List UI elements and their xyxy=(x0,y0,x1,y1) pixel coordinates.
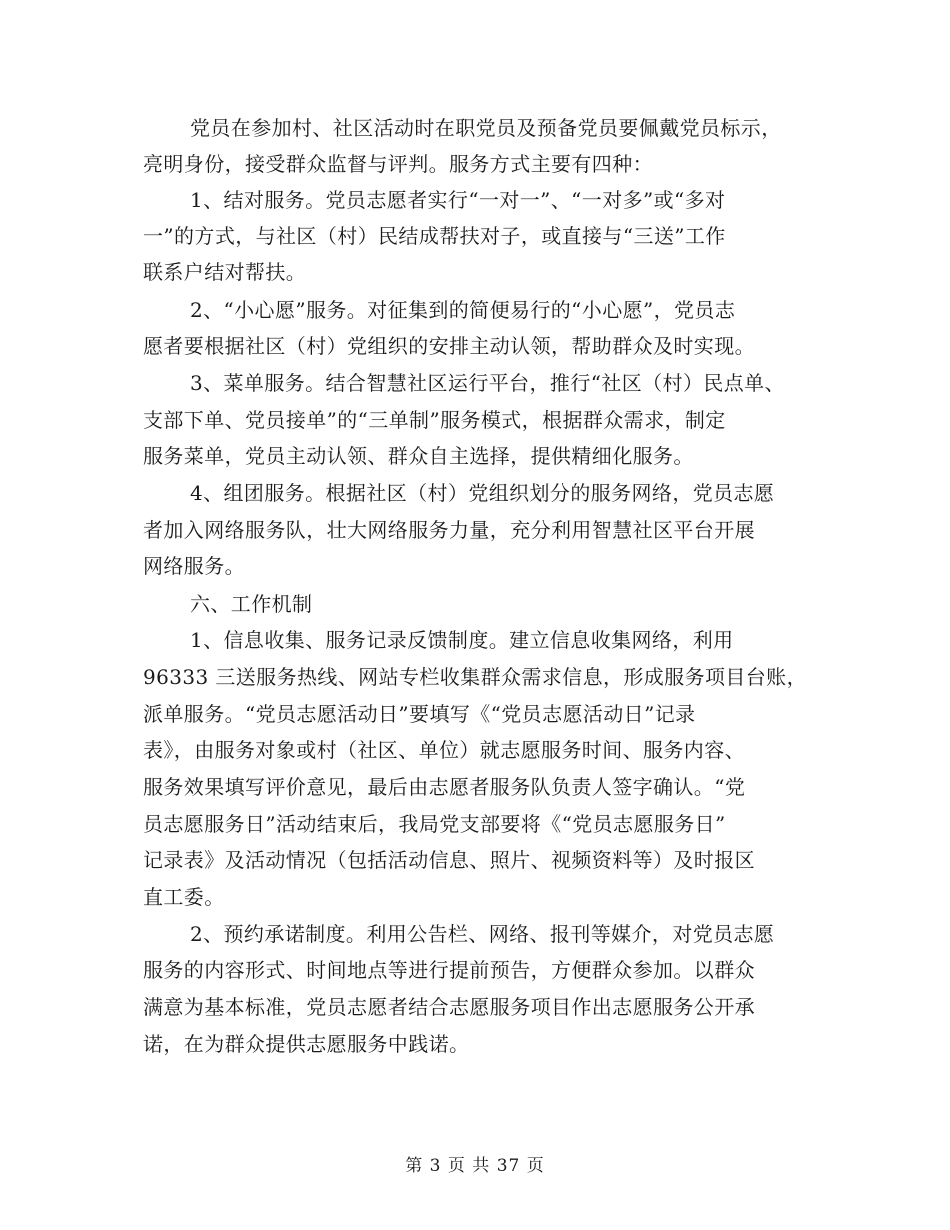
page-number: 第 3 页 共 37 页 xyxy=(405,1156,545,1176)
text-line: 服务的内容形式、时间地点等进行提前预告，方便群众参加。以群众 xyxy=(143,958,755,982)
text-line: 服务菜单，党员主动认领、群众自主选择，提供精细化服务。 xyxy=(143,444,694,468)
text-line: 直工委。 xyxy=(143,885,225,909)
text-line: 支部下单、党员接单”的“三单制”服务模式，根据群众需求，制定 xyxy=(143,408,726,432)
text-line: 网络服务。 xyxy=(143,554,245,578)
text-line: 亮明身份，接受群众监督与评判。服务方式主要有四种： xyxy=(143,152,653,176)
text-line: 党员在参加村、社区活动时在职党员及预备党员要佩戴党员标示， xyxy=(190,116,782,140)
text-line: 记录表》及活动情况（包括活动信息、照片、视频资料等）及时报区 xyxy=(143,848,755,872)
text-line: 诺，在为群众提供志愿服务中践诺。 xyxy=(143,1032,470,1056)
text-line: 2、“小心愿”服务。对征集到的简便易行的“小心愿”，党员志 xyxy=(190,298,736,322)
text-line: 4、组团服务。根据社区（村）党组织划分的服务网络，党员志愿 xyxy=(190,481,775,505)
text-line: 满意为基本标准，党员志愿者结合志愿服务项目作出志愿服务公开承 xyxy=(143,995,755,1019)
text-line: 2、预约承诺制度。利用公告栏、网络、报刊等媒介，对党员志愿 xyxy=(190,922,775,946)
text-line: 愿者要根据社区（村）党组织的安排主动认领，帮助群众及时实现。 xyxy=(143,334,755,358)
text-line: 者加入网络服务队，壮大网络服务力量，充分利用智慧社区平台开展 xyxy=(143,518,755,542)
section-heading: 六、工作机制 xyxy=(190,592,313,616)
text-line: 派单服务。“党员志愿活动日”要填写《“党员志愿活动日”记录 xyxy=(143,702,696,726)
text-line: 96333 三送服务热线、网站专栏收集群众需求信息，形成服务项目台账， xyxy=(143,665,807,689)
text-line: 服务效果填写评价意见，最后由志愿者服务队负责人签字确认。“党 xyxy=(143,775,746,799)
text-line: 员志愿服务日”活动结束后，我局党支部要将《“党员志愿服务日” xyxy=(143,812,726,836)
text-line: 1、结对服务。党员志愿者实行“一对一”、“一对多”或“多对 xyxy=(190,188,726,212)
text-line: 一”的方式，与社区（村）民结成帮扶对子，或直接与“三送”工作 xyxy=(143,224,726,248)
text-line: 联系户结对帮扶。 xyxy=(143,260,307,284)
text-line: 1、信息收集、服务记录反馈制度。建立信息收集网络，利用 xyxy=(190,628,734,652)
text-line: 表》，由服务对象或村（社区、单位）就志愿服务时间、服务内容、 xyxy=(143,738,745,762)
text-line: 3、菜单服务。结合智慧社区运行平台，推行“社区（村）民点单、 xyxy=(190,371,785,395)
